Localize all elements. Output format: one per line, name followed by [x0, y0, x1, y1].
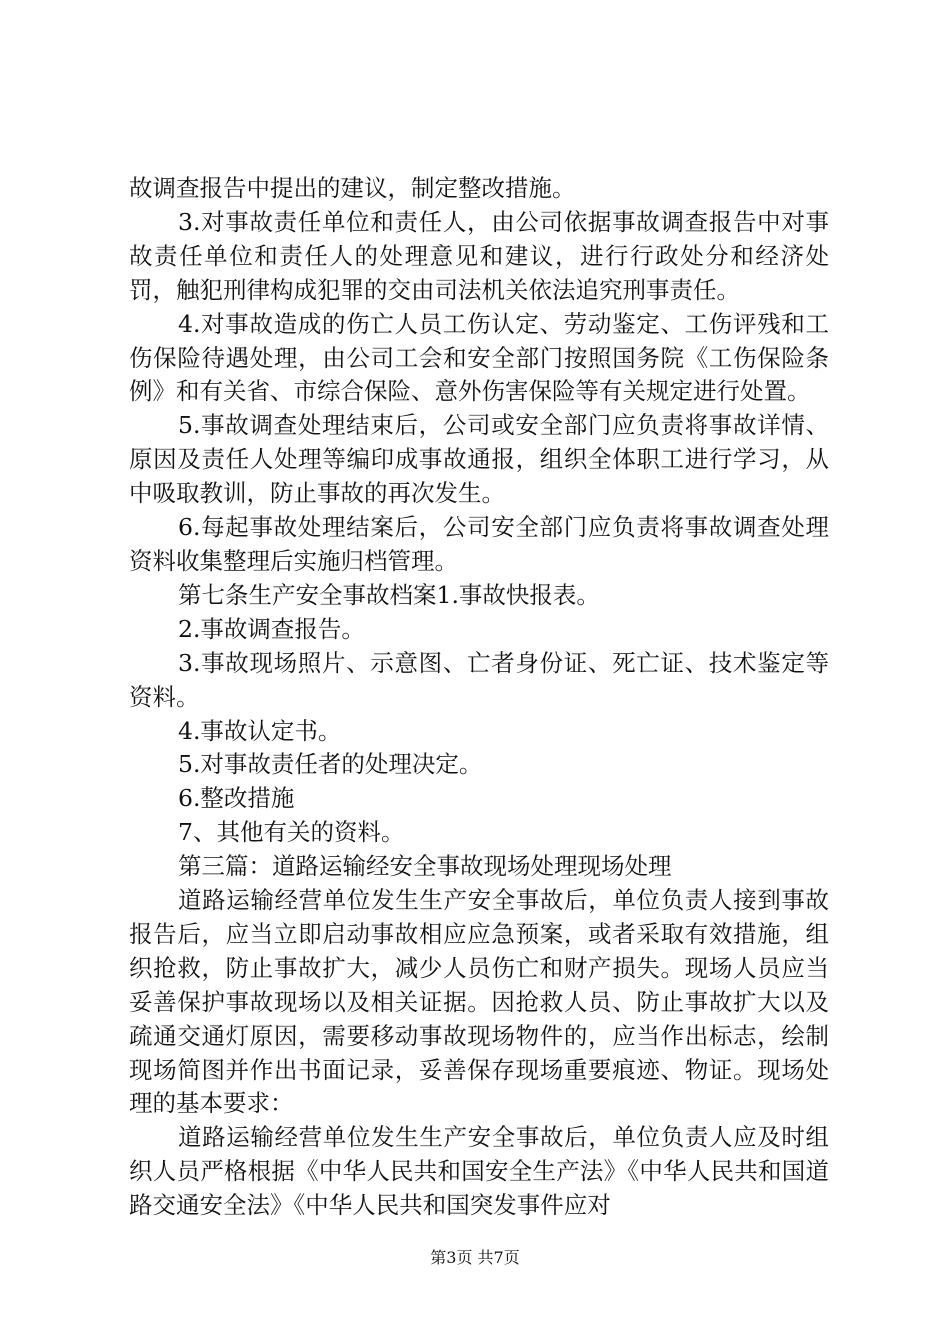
page-number: 第3页 共7页 — [430, 1248, 520, 1267]
paragraph: 4.事故认定书。 — [178, 716, 342, 745]
paragraph: 3.对事故责任单位和责任人，由公司依据事故调查报告中对事故责任单位和责任人的处理意见和建议，进行行政处分和经济处罚，触犯刑律构成犯罪的交由司法机关依法追究刑事责任。 — [129, 207, 829, 304]
page-footer — [0, 1248, 950, 1268]
paragraph: 道路运输经营单位发生生产安全事故后，单位负责人应及时组织人员严格根据《中华人民共和国安全生产法》《中华人民共和国道路交通安全法》《中华人民共和国突发事件应对 — [129, 1123, 829, 1220]
document-body — [129, 172, 829, 1223]
paragraph: 7、其他有关的资料。 — [178, 818, 405, 847]
paragraph: 故调查报告中提出的建议，制定整改措施。 — [129, 174, 576, 202]
paragraph: 2.事故调查报告。 — [178, 614, 365, 643]
paragraph: 3.事故现场照片、示意图、亡者身份证、死亡证、技术鉴定等资料。 — [129, 648, 829, 711]
paragraph: 6.整改措施 — [178, 784, 295, 813]
paragraph: 5.对事故责任者的处理决定。 — [178, 750, 483, 779]
paragraph: 6.每起事故处理结案后，公司安全部门应负责将事故调查处理资料收集整理后实施归档管理。 — [129, 513, 829, 575]
paragraph: 道路运输经营单位发生生产安全事故后，单位负责人接到事故报告后，应当立即启动事故相应应急预案，或者采取有效措施，组织抢救，防止事故扩大，减少人员伤亡和财产损失。现场人员应当妥善保护事故现场以及相关证据。因抢救人员、防止事故扩大以及疏通交通灯原因，需要移动事故现场物件的，应当作出标志，绘制现场简图并作出书面记录，妥善保存现场重要痕迹、物证。现场处理的基本要求： — [129, 886, 829, 1118]
paragraph: 5.事故调查处理结束后，公司或安全部门应负责将事故详情、原因及责任人处理等编印成事故通报，组织全体职工进行学习，从中吸取教训，防止事故的再次发生。 — [129, 411, 829, 508]
section-heading: 第三篇：道路运输经安全事故现场处理现场处理 — [178, 852, 672, 881]
paragraph: 第七条生产安全事故档案1.事故快报表。 — [178, 580, 600, 609]
paragraph: 4.对事故造成的伤亡人员工伤认定、劳动鉴定、工伤评残和工伤保险待遇处理，由公司工会和安全部门按照国务院《工伤保险条例》和有关省、市综合保险、意外伤害保险等有关规定进行处置。 — [129, 309, 829, 406]
